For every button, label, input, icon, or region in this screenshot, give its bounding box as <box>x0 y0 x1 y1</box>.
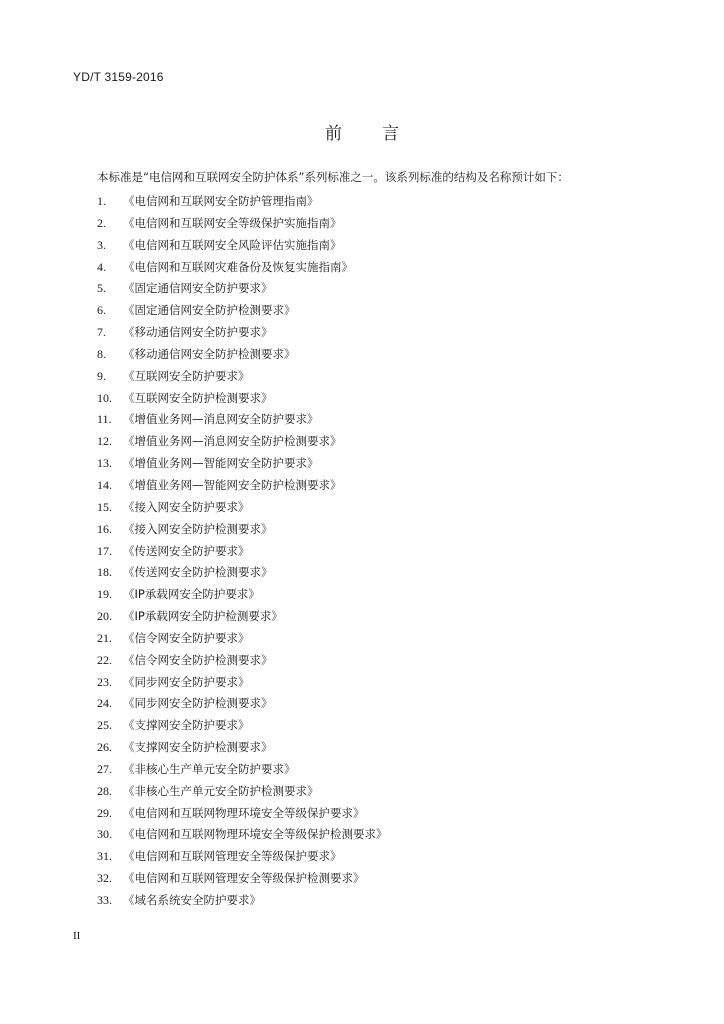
list-item-number: 10. <box>97 390 112 405</box>
list-item-number: 9. <box>97 368 106 383</box>
list-item <box>97 759 388 781</box>
list-item-title: 《互联网安全防护要求》 <box>123 368 250 383</box>
list-item-number: 17. <box>97 543 112 558</box>
list-item <box>97 693 388 715</box>
page-title: 前言 <box>325 124 439 144</box>
list-item-title: 《增值业务网—消息网安全防护要求》 <box>123 412 319 427</box>
list-item-number: 24. <box>97 696 112 711</box>
list-item-number: 5. <box>97 281 106 296</box>
list-item <box>97 366 388 388</box>
list-item-title: 《接入网安全防护要求》 <box>123 499 250 514</box>
list-item-number: 8. <box>97 346 106 361</box>
list-item <box>97 584 388 606</box>
list-item-number: 19. <box>97 587 112 602</box>
list-item <box>97 868 388 890</box>
list-item <box>97 475 388 497</box>
list-item-title: 《非核心生产单元安全防护检测要求》 <box>123 783 319 798</box>
document-code: YD/T 3159-2016 <box>73 70 164 84</box>
list-item <box>97 388 388 410</box>
list-item <box>97 650 388 672</box>
list-item-title: 《电信网和互联网安全防护管理指南》 <box>123 194 319 208</box>
list-item <box>97 672 388 694</box>
list-item-title: 《IP承载网安全防护检测要求》 <box>123 609 283 624</box>
list-item <box>97 431 388 453</box>
list-item-number: 11. <box>97 412 112 427</box>
list-item-title: 《增值业务网—消息网安全防护检测要求》 <box>123 434 342 449</box>
page-number: II <box>73 930 81 942</box>
list-item-number: 4. <box>97 259 106 274</box>
list-item-number: 1. <box>97 194 106 208</box>
list-item-title: 《电信网和互联网管理安全等级保护要求》 <box>123 849 342 864</box>
list-item-number: 20. <box>97 609 112 624</box>
standards-list <box>97 191 388 912</box>
list-item <box>97 737 388 759</box>
list-item <box>97 519 388 541</box>
list-item <box>97 453 388 475</box>
list-item-title: 《信令网安全防护检测要求》 <box>123 652 273 667</box>
list-item-title: 《同步网安全防护检测要求》 <box>123 696 273 711</box>
list-item-title: 《电信网和互联网安全风险评估实施指南》 <box>123 237 342 252</box>
list-item-title: 《接入网安全防护检测要求》 <box>123 521 273 536</box>
list-item-number: 26. <box>97 740 112 755</box>
list-item <box>97 606 388 628</box>
list-item-title: 《电信网和互联网物理环境安全等级保护检测要求》 <box>123 827 388 842</box>
list-item-number: 2. <box>97 215 106 230</box>
list-item <box>97 409 388 431</box>
list-item-title: 《非核心生产单元安全防护要求》 <box>123 761 296 776</box>
list-item <box>97 213 388 235</box>
list-item-number: 32. <box>97 871 112 886</box>
list-item <box>97 344 388 366</box>
list-item <box>97 235 388 257</box>
list-item-title: 《增值业务网—智能网安全防护要求》 <box>123 456 319 471</box>
list-item <box>97 628 388 650</box>
list-item <box>97 497 388 519</box>
list-item-number: 16. <box>97 521 112 536</box>
list-item-number: 31. <box>97 849 112 864</box>
list-item-number: 30. <box>97 827 112 842</box>
list-item-number: 6. <box>97 303 106 318</box>
list-item <box>97 562 388 584</box>
list-item <box>97 191 388 213</box>
list-item-title: 《电信网和互联网物理环境安全等级保护要求》 <box>123 805 365 820</box>
list-item-number: 14. <box>97 477 112 492</box>
list-item-title: 《域名系统安全防护要求》 <box>123 893 261 907</box>
list-item-number: 27. <box>97 761 112 776</box>
list-item <box>97 322 388 344</box>
list-item-number: 29. <box>97 805 112 820</box>
list-item-title: 《传送网安全防护检测要求》 <box>123 565 273 580</box>
list-item-title: 《互联网安全防护检测要求》 <box>123 390 273 405</box>
list-item-title: 《移动通信网安全防护要求》 <box>123 325 273 340</box>
list-item-title: 《同步网安全防护要求》 <box>123 674 250 689</box>
list-item-title: 《电信网和互联网管理安全等级保护检测要求》 <box>123 871 365 886</box>
list-item <box>97 846 388 868</box>
list-item-number: 3. <box>97 237 106 252</box>
list-item-number: 23. <box>97 674 112 689</box>
list-item-number: 21. <box>97 630 112 645</box>
list-item-title: 《移动通信网安全防护检测要求》 <box>123 346 296 361</box>
list-item-number: 28. <box>97 783 112 798</box>
list-item <box>97 824 388 846</box>
intro-paragraph: 本标准是“电信网和互联网安全防护体系”系列标准之一。该系列标准的结构及名称预计如下： <box>97 170 569 184</box>
list-item-title: 《固定通信网安全防护检测要求》 <box>123 303 296 318</box>
list-item-title: 《电信网和互联网安全等级保护实施指南》 <box>123 215 342 230</box>
list-item-title: 《信令网安全防护要求》 <box>123 630 250 645</box>
list-item-title: 《支撑网安全防护检测要求》 <box>123 740 273 755</box>
list-item-title: 《传送网安全防护要求》 <box>123 543 250 558</box>
list-item-title: 《固定通信网安全防护要求》 <box>123 281 273 296</box>
list-item-title: 《支撑网安全防护要求》 <box>123 718 250 733</box>
list-item <box>97 541 388 563</box>
list-item-number: 13. <box>97 456 112 471</box>
list-item-number: 22. <box>97 652 112 667</box>
list-item <box>97 300 388 322</box>
list-item <box>97 781 388 803</box>
list-item-title: 《增值业务网—智能网安全防护检测要求》 <box>123 477 342 492</box>
list-item <box>97 890 388 912</box>
list-item <box>97 278 388 300</box>
list-item <box>97 803 388 825</box>
list-item <box>97 257 388 279</box>
list-item-number: 15. <box>97 499 112 514</box>
list-item-number: 12. <box>97 434 112 449</box>
list-item-number: 25. <box>97 718 112 733</box>
list-item-title: 《电信网和互联网灾难备份及恢复实施指南》 <box>123 259 353 274</box>
list-item-title: 《IP承载网安全防护要求》 <box>123 587 260 602</box>
list-item-number: 18. <box>97 565 112 580</box>
list-item-number: 7. <box>97 325 106 340</box>
list-item <box>97 715 388 737</box>
list-item-number: 33. <box>97 893 112 907</box>
